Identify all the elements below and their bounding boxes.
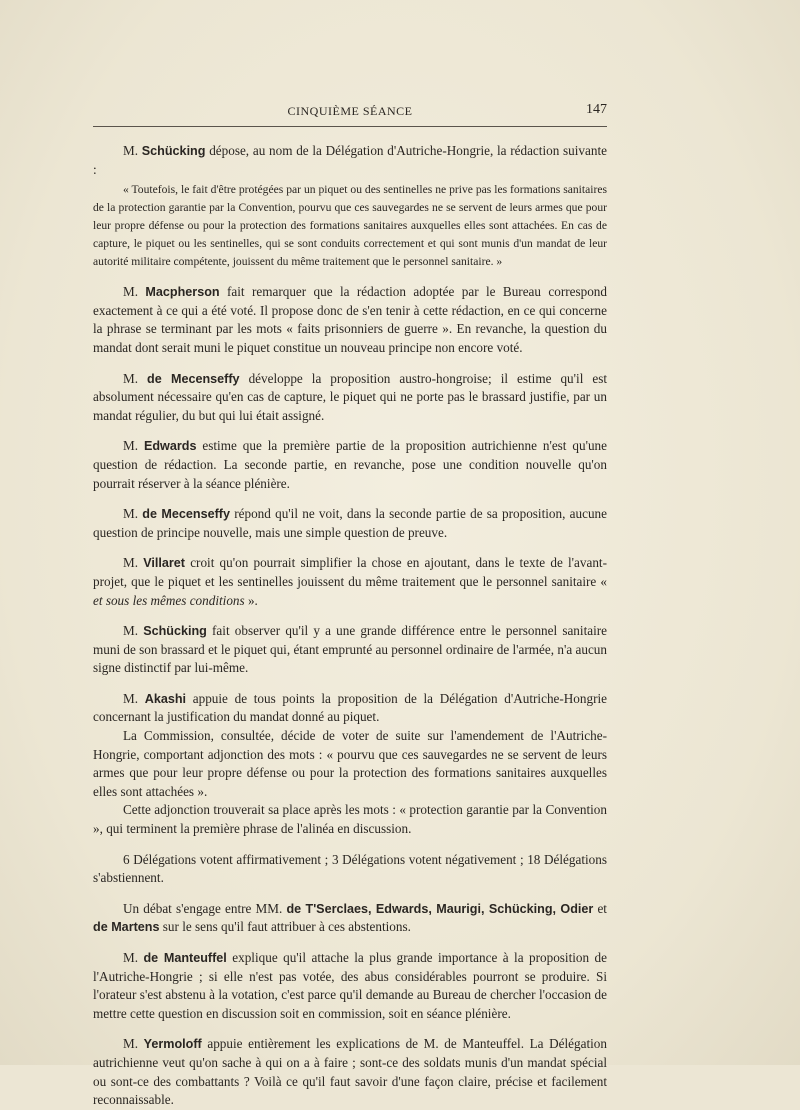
document-body: [93, 142, 607, 1110]
speaker-name: de Mecenseffy: [142, 507, 230, 522]
speaker-name: de Martens: [93, 920, 160, 935]
paragraph-macpherson: M. Macpherson fait remarquer que la rédaction adoptée par le Bureau correspond exactement à ce qui a été voté. Il propose donc de s'en tenir à cette rédaction, en ce qui concerne la phrase se terminant par les mots « faits prisonniers de guerre ». En revanche, la question du mandat dont serait muni le piquet constitue un nouveau principe non encore voté.: [93, 284, 607, 355]
paragraph-edwards: M. Edwards estime que la première partie de la proposition autrichienne n'est qu'une question de rédaction. La seconde partie, en revanche, pose une condition nouvelle qu'on pourrait réserver à la séance plénière.: [93, 438, 608, 491]
speaker-name: Akashi: [144, 691, 187, 706]
paragraph-vote-result: 6 Délégations votent affirmativement ; 3 Délégations votent négativement ; 18 Délégations s'abstiennent.: [93, 851, 607, 886]
paragraph-mecenseffy-2: M. de Mecenseffy répond qu'il ne voit, dans la seconde partie de sa proposition, aucune question de principe nouvelle, mais une simple question de preuve.: [93, 506, 607, 540]
paragraph-manteuffel: M. de Manteuffel explique qu'il attache la plus grande importance à la proposition de l'Autriche-Hongrie ; si elle n'est pas votée, des abus considérables pourront se produire. Si l'orateur s'est abstenu à la votation, c'est parce qu'il demande au Bureau de chercher l'occasion de mettre cette question en discussion soit en commission, soit en séance plénière.: [93, 950, 607, 1021]
speaker-name: Yermoloff: [143, 1037, 202, 1052]
speaker-name: Schücking: [143, 624, 207, 639]
quoted-amendment: « Toutefois, le fait d'être protégées par un piquet ou des sentinelles ne prive pas les formations sanitaires de la protection garantie par la Convention, pourvu que ces sauvegardes ne se servent de leurs armes que pour leur propre défense ou pour la protection des formations sanitaires auxquelles elles sont attachées. En cas de capture, le piquet ou les sentinelles, qui se sont conduits correctement et qui sont munis d'un mandat de leur autorité militaire compétente, jouissent du même traitement que le personnel sanitaire. »: [93, 183, 607, 269]
header-rule: [93, 126, 607, 127]
paragraph-mecenseffy-1: M. de Mecenseffy développe la proposition austro-hongroise; il estime qu'il est absolument nécessaire qu'en cas de capture, le piquet qui ne porte pas le brassard justifie, par un mandat régulier, du but qui lui était assigné.: [93, 370, 608, 423]
running-title: CINQUIÈME SÉANCE: [287, 104, 413, 118]
speaker-name: Edwards: [143, 439, 197, 454]
speaker-name: Schücking: [141, 144, 206, 158]
italic-phrase: et sous les mêmes conditions: [93, 592, 245, 608]
page-header: [93, 102, 607, 124]
speaker-name: Macpherson: [145, 285, 220, 300]
paragraph-adjonction: Cette adjonction trouverait sa place après les mots : « protection garantie par la Convention », qui terminent la première phrase de l'alinéa en discussion.: [93, 802, 607, 837]
speaker-name: de Mecenseffy: [147, 371, 240, 386]
speaker-names: de T'Serclaes, Edwards, Maurigi, Schücking, Odier: [286, 901, 594, 916]
paragraph-akashi: M. Akashi appuie de tous points la proposition de la Délégation d'Autriche-Hongrie concernant la justification du mandat donné au piquet.: [93, 690, 608, 725]
paragraph-debate: Un débat s'engage entre MM. de T'Serclaes, Edwards, Maurigi, Schücking, Odier et de Martens sur le sens qu'il faut attribuer à ces abstentions.: [93, 900, 607, 935]
paragraph-schucking-2: M. Schücking fait observer qu'il y a une grande différence entre le personnel sanitaire muni de son brassard et le piquet qui, étant emprunté au personnel ordinaire de l'armée, n'a aucun signe distinctif par lui-même.: [93, 623, 607, 676]
speaker-name: de Manteuffel: [143, 951, 227, 965]
paragraph-villaret: M. Villaret croit qu'on pourrait simplifier la chose en ajoutant, dans le texte de l'avant-projet, que le piquet et les sentinelles jouissent du même traitement que le personnel sanitaire « et sous les mêmes conditions ».: [93, 555, 607, 608]
paragraph-commission-vote: La Commission, consultée, décide de voter de suite sur l'amendement de l'Autriche-Hongrie, comportant adjonction des mots : « pourvu que ces sauvegardes ne se servent de leurs armes que pour leur propre défense ou pour la protection des formations sanitaires auxquelles elles sont attachées ».: [93, 728, 607, 799]
paragraph-schucking-1: M. Schücking dépose, au nom de la Délégation d'Autriche-Hongrie, la rédaction suivante :: [93, 143, 607, 177]
speaker-name: Villaret: [143, 556, 185, 571]
page-number: 147: [586, 102, 607, 117]
paragraph-yermoloff: M. Yermoloff appuie entièrement les explications de M. de Manteuffel. La Délégation autrichienne veut qu'on sache à qui on a à faire ; sont-ce des soldats munis d'un mandat spécial ou sont-ce des combattants ? Voilà ce qu'il faut savoir d'une façon claire, précise et facilement reconnaissable.: [93, 1036, 607, 1108]
